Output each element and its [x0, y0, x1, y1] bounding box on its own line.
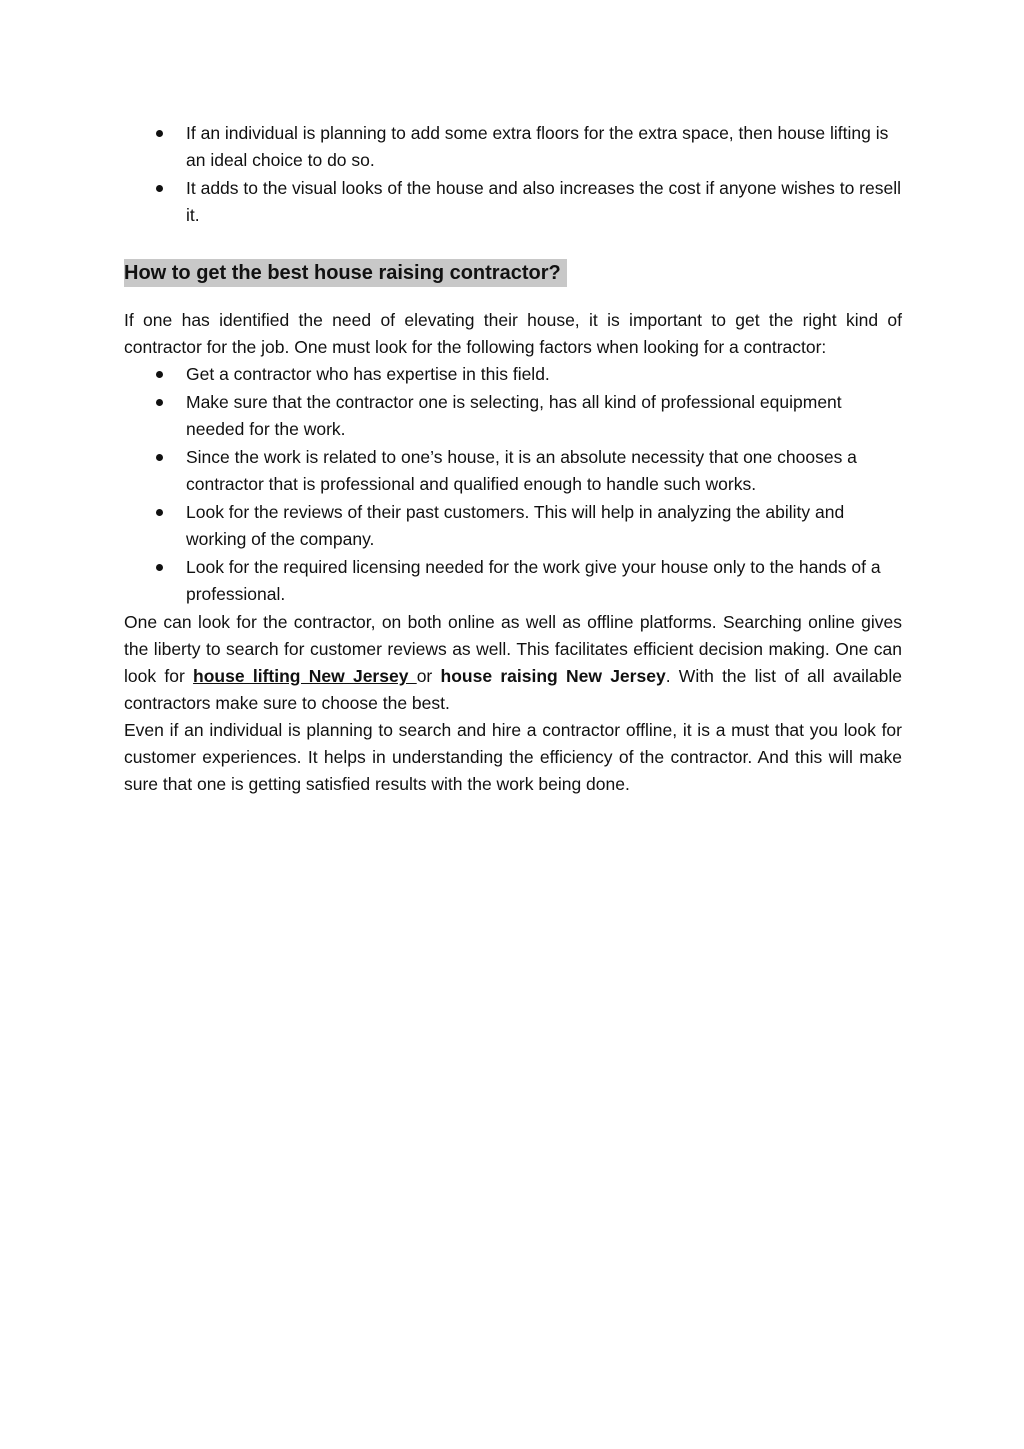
list-item-text: If an individual is planning to add some extra floors for the extra space, then house lifting is an ideal choice to do so. — [186, 123, 889, 170]
list-item-text: It adds to the visual looks of the house and also increases the cost if anyone wishes to resell it. — [186, 178, 901, 225]
list-item-text: Since the work is related to one’s house, it is an absolute necessity that one chooses a contractor that is professional and qualified enough to handle such works. — [186, 447, 857, 494]
offline-search-paragraph: Even if an individual is planning to search and hire a contractor offline, it is a must that you look for customer experiences. It helps in understanding the efficiency of the contractor. And this will make sure that one is getting satisfied results with the work being done. — [124, 720, 902, 794]
house-lifting-new-jersey-link[interactable]: house lifting New Jersey — [193, 666, 417, 686]
online-search-paragraph — [124, 609, 902, 717]
bold-keyword: house raising New Jersey — [440, 666, 666, 686]
list-item-text: Get a contractor who has expertise in this field. — [186, 364, 550, 384]
paragraph-text: . With the list of all available contractors make sure to choose the best. — [124, 666, 902, 713]
list-item — [124, 444, 902, 498]
list-item-text: Make sure that the contractor one is selecting, has all kind of professional equipment needed for the work. — [186, 392, 842, 439]
bullet-icon — [156, 185, 163, 192]
list-item — [124, 499, 902, 553]
list-item — [124, 175, 902, 229]
list-item — [124, 361, 902, 388]
bullet-icon — [156, 454, 163, 461]
paragraph-text: One can look for the contractor, on both online as well as offline platforms. Searching online gives the liberty to search for customer reviews as well. This facilitates efficient decision making. One can look for — [124, 612, 902, 686]
intro-paragraph: If one has identified the need of elevating their house, it is important to get the right kind of contractor for the job. One must look for the following factors when looking for a contractor: — [124, 310, 902, 357]
paragraph-text: or — [416, 666, 441, 686]
bullet-icon — [156, 130, 163, 137]
section-heading-wrapper — [124, 259, 902, 287]
bullet-icon — [156, 509, 163, 516]
bullet-icon — [156, 371, 163, 378]
section-heading: How to get the best house raising contractor? — [124, 259, 567, 287]
list-item-text: Look for the required licensing needed for the work give your house only to the hands of a professional. — [186, 557, 881, 604]
factors-bullet-list — [124, 361, 902, 608]
list-item — [124, 389, 902, 443]
list-item — [124, 120, 902, 174]
bullet-icon — [156, 399, 163, 406]
document-page — [124, 120, 902, 798]
list-item-text: Look for the reviews of their past customers. This will help in analyzing the ability and working of the company. — [186, 502, 845, 549]
list-item — [124, 554, 902, 608]
bullet-icon — [156, 564, 163, 571]
top-bullet-list — [124, 120, 902, 229]
